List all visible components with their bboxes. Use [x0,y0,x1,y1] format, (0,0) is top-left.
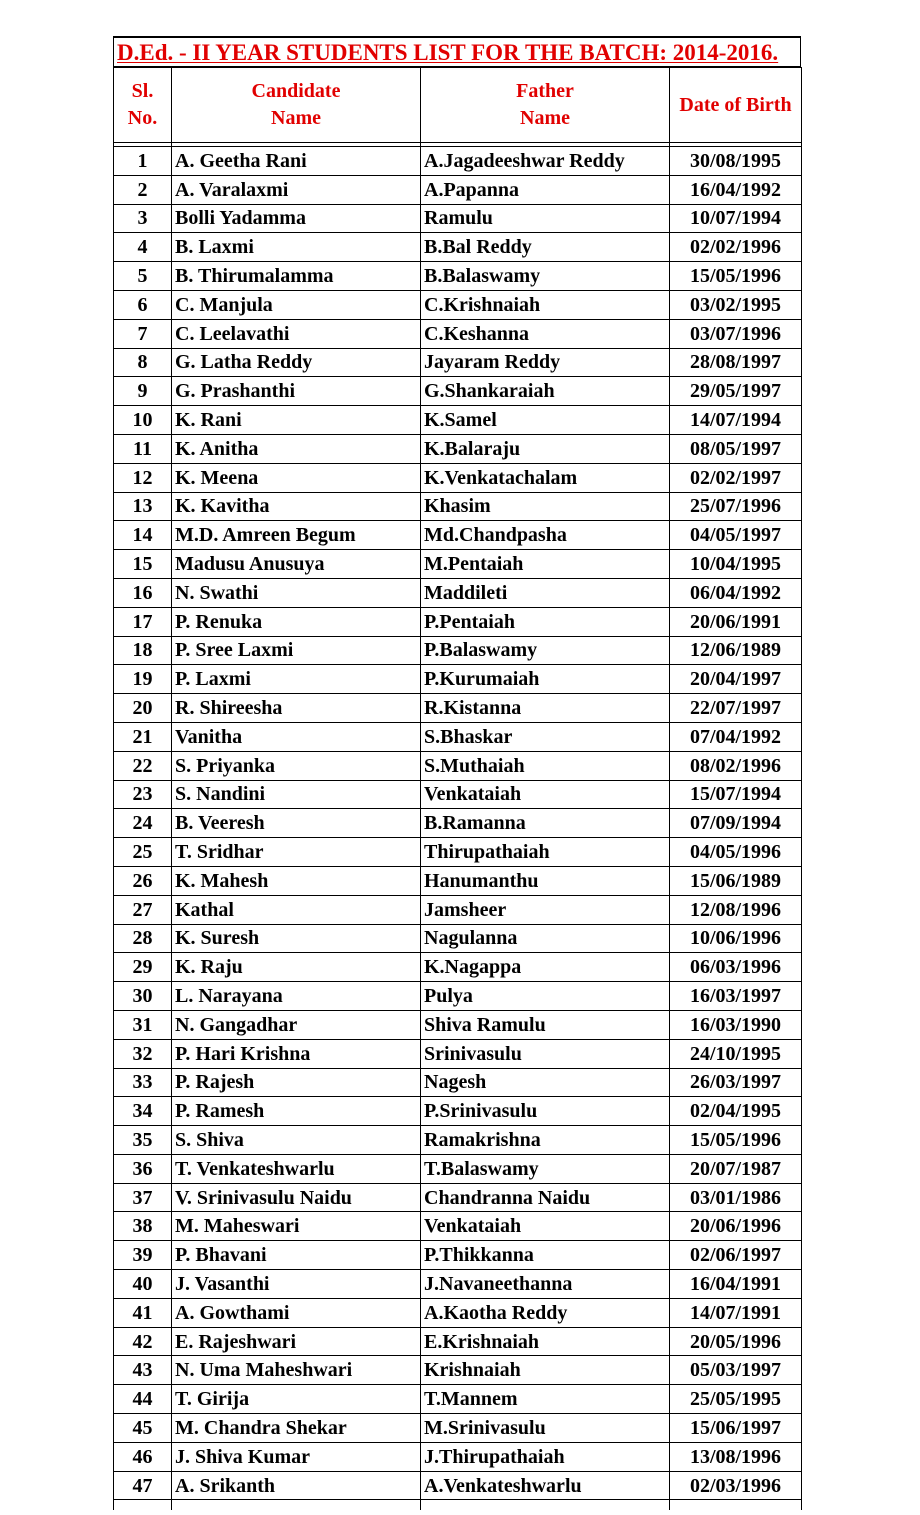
candidate-name-cell: S. Shiva [172,1126,421,1155]
father-name-cell: Khasim [421,492,670,521]
father-name-cell: S.Bhaskar [421,722,670,751]
dob-cell: 10/07/1994 [670,204,802,233]
sl-cell: 41 [114,1298,172,1327]
dob-cell: 10/04/1995 [670,550,802,579]
candidate-name-cell: Bolli Yadamma [172,204,421,233]
table-row [114,1414,802,1443]
candidate-name-cell: B. Laxmi [172,233,421,262]
sl-cell: 45 [114,1414,172,1443]
dob-cell: 30/08/1995 [670,147,802,176]
father-name-cell: J.Thirupathaiah [421,1442,670,1471]
table-row [114,434,802,463]
candidate-name-cell: P. Ramesh [172,1097,421,1126]
sl-cell: 42 [114,1327,172,1356]
sl-cell: 47 [114,1471,172,1500]
table-row [114,722,802,751]
dob-cell: 28/08/1997 [670,348,802,377]
sl-cell: 12 [114,463,172,492]
table-row [114,1068,802,1097]
dob-cell: 24/10/1995 [670,1039,802,1068]
father-name-cell: B.Bal Reddy [421,233,670,262]
sl-cell: 29 [114,953,172,982]
sl-cell: 11 [114,434,172,463]
dob-cell: 12/06/1989 [670,636,802,665]
candidate-name-cell: Madusu Anusuya [172,550,421,579]
father-name-cell: Nagulanna [421,924,670,953]
dob-cell: 02/04/1995 [670,1097,802,1126]
dob-cell: 20/06/1991 [670,607,802,636]
father-name-cell: P.Pentaiah [421,607,670,636]
sl-cell: 16 [114,578,172,607]
father-name-cell: B.Ramanna [421,809,670,838]
table-row [114,406,802,435]
candidate-name-cell: K. Rani [172,406,421,435]
table-row [114,262,802,291]
candidate-name-cell: P. Laxmi [172,665,421,694]
table-row [114,1385,802,1414]
candidate-name-cell: T. Sridhar [172,838,421,867]
father-name-cell: M.Pentaiah [421,550,670,579]
dob-cell: 07/04/1992 [670,722,802,751]
father-name-cell: Venkataiah [421,1212,670,1241]
table-row [114,233,802,262]
table-row [114,578,802,607]
candidate-name-cell: B. Veeresh [172,809,421,838]
table-header-row [114,68,802,143]
candidate-name-cell: Vanitha [172,722,421,751]
father-name-cell: Hanumanthu [421,866,670,895]
candidate-name-cell: M. Maheswari [172,1212,421,1241]
sl-cell: 7 [114,319,172,348]
dob-cell: 15/05/1996 [670,1126,802,1155]
father-name-cell: Chandranna Naidu [421,1183,670,1212]
dob-cell: 03/01/1986 [670,1183,802,1212]
dob-cell: 04/05/1996 [670,838,802,867]
table-row [114,953,802,982]
candidate-name-cell: A. Srikanth [172,1471,421,1500]
candidate-name-cell: A. Varalaxmi [172,175,421,204]
table-row [114,809,802,838]
table-row [114,924,802,953]
sl-cell: 30 [114,982,172,1011]
father-name-cell: C.Keshanna [421,319,670,348]
sl-cell: 20 [114,694,172,723]
father-name-cell: A.Papanna [421,175,670,204]
table-row [114,982,802,1011]
father-name-cell: K.Nagappa [421,953,670,982]
dob-cell: 16/04/1991 [670,1270,802,1299]
header-date-of-birth: Date of Birth [670,68,802,143]
dob-cell: 03/02/1995 [670,290,802,319]
document-title: D.Ed. - II YEAR STUDENTS LIST FOR THE BATCH: 2014-2016. [113,36,801,67]
dob-cell: 08/02/1996 [670,751,802,780]
father-name-cell: T.Mannem [421,1385,670,1414]
father-name-cell: E.Krishnaiah [421,1327,670,1356]
candidate-name-cell: K. Anitha [172,434,421,463]
sl-cell: 4 [114,233,172,262]
table-row [114,1471,802,1500]
sl-cell: 1 [114,147,172,176]
candidate-name-cell: K. Kavitha [172,492,421,521]
dob-cell: 04/05/1997 [670,521,802,550]
table-row [114,377,802,406]
candidate-name-cell: S. Nandini [172,780,421,809]
father-name-cell: M.Srinivasulu [421,1414,670,1443]
dob-cell: 20/05/1996 [670,1327,802,1356]
sl-cell: 44 [114,1385,172,1414]
table-row [114,751,802,780]
candidate-name-cell: P. Renuka [172,607,421,636]
dob-cell: 22/07/1997 [670,694,802,723]
table-row [114,175,802,204]
sl-cell: 21 [114,722,172,751]
father-name-cell: Thirupathaiah [421,838,670,867]
dob-cell: 02/03/1996 [670,1471,802,1500]
sl-cell: 3 [114,204,172,233]
father-name-cell: Shiva Ramulu [421,1010,670,1039]
table-row [114,1442,802,1471]
candidate-name-cell: M.D. Amreen Begum [172,521,421,550]
sl-cell: 2 [114,175,172,204]
dob-cell: 25/07/1996 [670,492,802,521]
father-name-cell: P.Thikkanna [421,1241,670,1270]
dob-cell: 20/06/1996 [670,1212,802,1241]
candidate-name-cell: K. Raju [172,953,421,982]
table-row [114,866,802,895]
dob-cell: 05/03/1997 [670,1356,802,1385]
header-candidate-name: Candidate Name [172,68,421,143]
father-name-cell: Nagesh [421,1068,670,1097]
father-name-cell: Srinivasulu [421,1039,670,1068]
father-name-cell: K.Balaraju [421,434,670,463]
table-row [114,895,802,924]
dob-cell: 20/04/1997 [670,665,802,694]
father-name-cell: A.Kaotha Reddy [421,1298,670,1327]
father-name-cell: C.Krishnaiah [421,290,670,319]
candidate-name-cell: S. Priyanka [172,751,421,780]
dob-cell: 15/06/1997 [670,1414,802,1443]
table-row [114,1097,802,1126]
sl-cell: 35 [114,1126,172,1155]
sl-cell: 31 [114,1010,172,1039]
candidate-name-cell: C. Leelavathi [172,319,421,348]
table-row [114,204,802,233]
father-name-cell: T.Balaswamy [421,1154,670,1183]
table-row [114,1183,802,1212]
sl-cell: 33 [114,1068,172,1097]
sl-cell: 24 [114,809,172,838]
father-name-cell: K.Venkatachalam [421,463,670,492]
candidate-name-cell: R. Shireesha [172,694,421,723]
table-row [114,1241,802,1270]
father-name-cell: Md.Chandpasha [421,521,670,550]
table-row [114,1327,802,1356]
candidate-name-cell: E. Rajeshwari [172,1327,421,1356]
table-row [114,1010,802,1039]
candidate-name-cell: G. Latha Reddy [172,348,421,377]
sl-cell: 19 [114,665,172,694]
dob-cell: 16/03/1990 [670,1010,802,1039]
dob-cell: 14/07/1991 [670,1298,802,1327]
candidate-name-cell: N. Gangadhar [172,1010,421,1039]
candidate-name-cell: N. Uma Maheshwari [172,1356,421,1385]
dob-cell: 13/08/1996 [670,1442,802,1471]
dob-cell: 12/08/1996 [670,895,802,924]
sl-cell: 8 [114,348,172,377]
father-name-cell: Jayaram Reddy [421,348,670,377]
dob-cell: 16/03/1997 [670,982,802,1011]
sl-cell: 37 [114,1183,172,1212]
table-row [114,838,802,867]
candidate-name-cell: V. Srinivasulu Naidu [172,1183,421,1212]
dob-cell: 15/07/1994 [670,780,802,809]
sl-cell: 39 [114,1241,172,1270]
sl-cell: 26 [114,866,172,895]
table-row [114,636,802,665]
table-row [114,521,802,550]
candidate-name-cell: G. Prashanthi [172,377,421,406]
table-row [114,1126,802,1155]
sl-cell: 13 [114,492,172,521]
sl-cell: 38 [114,1212,172,1241]
table-row [114,607,802,636]
dob-cell: 02/06/1997 [670,1241,802,1270]
father-name-cell: J.Navaneethanna [421,1270,670,1299]
dob-cell: 07/09/1994 [670,809,802,838]
candidate-name-cell: N. Swathi [172,578,421,607]
candidate-name-cell: K. Suresh [172,924,421,953]
sl-cell: 43 [114,1356,172,1385]
sl-cell: 25 [114,838,172,867]
sl-cell: 40 [114,1270,172,1299]
candidate-name-cell: P. Hari Krishna [172,1039,421,1068]
father-name-cell: R.Kistanna [421,694,670,723]
sl-cell: 23 [114,780,172,809]
sl-cell: 6 [114,290,172,319]
candidate-name-cell: C. Manjula [172,290,421,319]
dob-cell: 20/07/1987 [670,1154,802,1183]
dob-cell: 16/04/1992 [670,175,802,204]
dob-cell: 14/07/1994 [670,406,802,435]
dob-cell: 29/05/1997 [670,377,802,406]
candidate-name-cell: P. Bhavani [172,1241,421,1270]
sl-cell: 15 [114,550,172,579]
sl-cell: 9 [114,377,172,406]
candidate-name-cell: P. Rajesh [172,1068,421,1097]
sl-cell: 36 [114,1154,172,1183]
father-name-cell: Maddileti [421,578,670,607]
sl-cell: 10 [114,406,172,435]
table-tail-row [114,1500,802,1510]
sl-cell: 34 [114,1097,172,1126]
father-name-cell: Ramulu [421,204,670,233]
table-row [114,694,802,723]
table-row [114,290,802,319]
header-sl-no: Sl. No. [114,68,172,143]
table-row [114,1039,802,1068]
sl-cell: 22 [114,751,172,780]
candidate-name-cell: M. Chandra Shekar [172,1414,421,1443]
dob-cell: 06/04/1992 [670,578,802,607]
sl-cell: 5 [114,262,172,291]
candidate-name-cell: A. Gowthami [172,1298,421,1327]
table-row [114,147,802,176]
candidate-name-cell: L. Narayana [172,982,421,1011]
sl-cell: 27 [114,895,172,924]
dob-cell: 15/06/1989 [670,866,802,895]
father-name-cell: A.Venkateshwarlu [421,1471,670,1500]
candidate-name-cell: J. Shiva Kumar [172,1442,421,1471]
father-name-cell: Krishnaiah [421,1356,670,1385]
students-table [113,67,802,1510]
candidate-name-cell: J. Vasanthi [172,1270,421,1299]
dob-cell: 10/06/1996 [670,924,802,953]
father-name-cell: S.Muthaiah [421,751,670,780]
candidate-name-cell: K. Mahesh [172,866,421,895]
father-name-cell: G.Shankaraiah [421,377,670,406]
dob-cell: 25/05/1995 [670,1385,802,1414]
table-row [114,348,802,377]
sl-cell: 18 [114,636,172,665]
dob-cell: 02/02/1997 [670,463,802,492]
dob-cell: 08/05/1997 [670,434,802,463]
candidate-name-cell: T. Venkateshwarlu [172,1154,421,1183]
table-row [114,665,802,694]
table-row [114,1356,802,1385]
candidate-name-cell: K. Meena [172,463,421,492]
table-row [114,1154,802,1183]
table-row [114,463,802,492]
dob-cell: 02/02/1996 [670,233,802,262]
father-name-cell: B.Balaswamy [421,262,670,291]
sl-cell: 46 [114,1442,172,1471]
sl-cell: 17 [114,607,172,636]
candidate-name-cell: T. Girija [172,1385,421,1414]
father-name-cell: Jamsheer [421,895,670,924]
table-row [114,492,802,521]
father-name-cell: P.Balaswamy [421,636,670,665]
sl-cell: 32 [114,1039,172,1068]
dob-cell: 03/07/1996 [670,319,802,348]
table-row [114,550,802,579]
dob-cell: 26/03/1997 [670,1068,802,1097]
table-row [114,319,802,348]
candidate-name-cell: B. Thirumalamma [172,262,421,291]
father-name-cell: P.Kurumaiah [421,665,670,694]
table-row [114,1270,802,1299]
candidate-name-cell: Kathal [172,895,421,924]
table-row [114,1298,802,1327]
father-name-cell: K.Samel [421,406,670,435]
student-list-sheet [113,36,801,1510]
candidate-name-cell: A. Geetha Rani [172,147,421,176]
header-father-name: Father Name [421,68,670,143]
table-row [114,780,802,809]
table-row [114,1212,802,1241]
father-name-cell: P.Srinivasulu [421,1097,670,1126]
father-name-cell: Ramakrishna [421,1126,670,1155]
father-name-cell: Venkataiah [421,780,670,809]
dob-cell: 15/05/1996 [670,262,802,291]
father-name-cell: A.Jagadeeshwar Reddy [421,147,670,176]
father-name-cell: Pulya [421,982,670,1011]
sl-cell: 28 [114,924,172,953]
candidate-name-cell: P. Sree Laxmi [172,636,421,665]
sl-cell: 14 [114,521,172,550]
dob-cell: 06/03/1996 [670,953,802,982]
